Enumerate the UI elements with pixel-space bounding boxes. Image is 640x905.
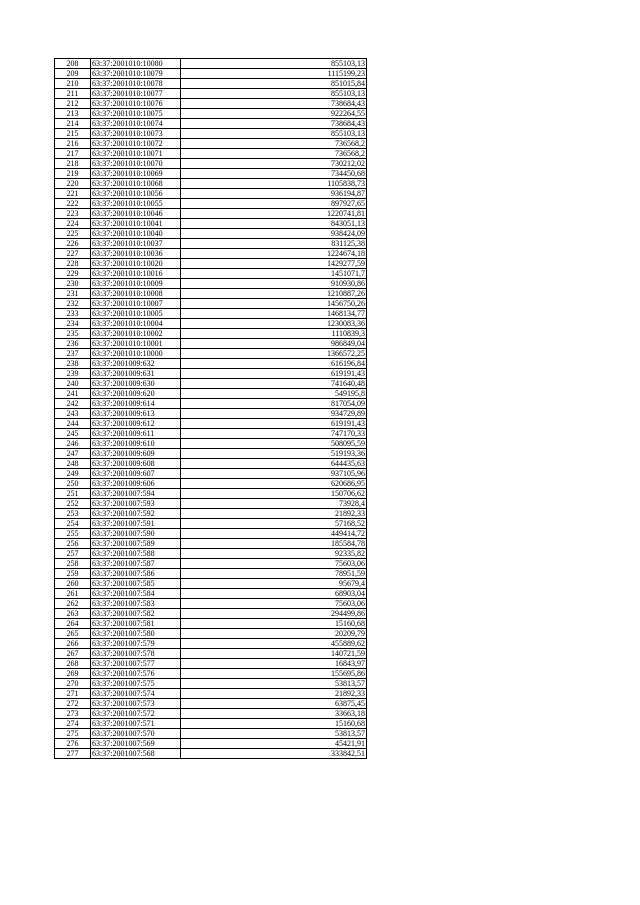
row-number-cell: 221 xyxy=(55,189,91,199)
table-row xyxy=(55,459,367,469)
cadastral-value-cell: 855103,13 xyxy=(181,89,367,99)
table-row xyxy=(55,549,367,559)
cadastral-value-cell: 736568,2 xyxy=(181,149,367,159)
cadastral-number-cell: 63:37:2001010:10072 xyxy=(91,139,181,149)
cadastral-value-cell: 92335,82 xyxy=(181,549,367,559)
cadastral-number-cell: 63:37:2001009:613 xyxy=(91,409,181,419)
table-row xyxy=(55,709,367,719)
table-row xyxy=(55,639,367,649)
row-number-cell: 270 xyxy=(55,679,91,689)
row-number-cell: 240 xyxy=(55,379,91,389)
row-number-cell: 251 xyxy=(55,489,91,499)
cadastral-value-cell: 294499,86 xyxy=(181,609,367,619)
table-row xyxy=(55,399,367,409)
cadastral-number-cell: 63:37:2001007:573 xyxy=(91,699,181,709)
row-number-cell: 209 xyxy=(55,69,91,79)
cadastral-number-cell: 63:37:2001007:579 xyxy=(91,639,181,649)
cadastral-number-cell: 63:37:2001009:608 xyxy=(91,459,181,469)
cadastral-number-cell: 63:37:2001010:10008 xyxy=(91,289,181,299)
row-number-cell: 219 xyxy=(55,169,91,179)
cadastral-value-cell: 1105838,73 xyxy=(181,179,367,189)
cadastral-value-cell: 15160,68 xyxy=(181,619,367,629)
table-row xyxy=(55,149,367,159)
table-row xyxy=(55,629,367,639)
cadastral-value-cell: 519193,36 xyxy=(181,449,367,459)
cadastral-number-cell: 63:37:2001009:614 xyxy=(91,399,181,409)
table-row xyxy=(55,749,367,759)
table-row xyxy=(55,479,367,489)
cadastral-number-cell: 63:37:2001009:632 xyxy=(91,359,181,369)
cadastral-number-cell: 63:37:2001007:568 xyxy=(91,749,181,759)
row-number-cell: 226 xyxy=(55,239,91,249)
cadastral-value-cell: 150706,62 xyxy=(181,489,367,499)
cadastral-number-cell: 63:37:2001007:580 xyxy=(91,629,181,639)
table-row xyxy=(55,589,367,599)
row-number-cell: 269 xyxy=(55,669,91,679)
cadastral-number-cell: 63:37:2001010:10036 xyxy=(91,249,181,259)
cadastral-number-cell: 63:37:2001010:10007 xyxy=(91,299,181,309)
cadastral-value-cell: 843051,13 xyxy=(181,219,367,229)
cadastral-number-cell: 63:37:2001010:10056 xyxy=(91,189,181,199)
cadastral-number-cell: 63:37:2001009:609 xyxy=(91,449,181,459)
cadastral-value-cell: 16843,97 xyxy=(181,659,367,669)
table-row xyxy=(55,139,367,149)
cadastral-number-cell: 63:37:2001009:630 xyxy=(91,379,181,389)
cadastral-value-cell: 75603,06 xyxy=(181,599,367,609)
table-row xyxy=(55,109,367,119)
row-number-cell: 242 xyxy=(55,399,91,409)
cadastral-number-cell: 63:37:2001007:576 xyxy=(91,669,181,679)
table-row xyxy=(55,129,367,139)
cadastral-value-cell: 508095,59 xyxy=(181,439,367,449)
table-row xyxy=(55,259,367,269)
row-number-cell: 215 xyxy=(55,129,91,139)
cadastral-value-cell: 730212,02 xyxy=(181,159,367,169)
row-number-cell: 208 xyxy=(55,59,91,69)
table-row xyxy=(55,269,367,279)
cadastral-number-cell: 63:37:2001010:10074 xyxy=(91,119,181,129)
table-row xyxy=(55,99,367,109)
cadastral-value-cell: 21892,33 xyxy=(181,689,367,699)
row-number-cell: 218 xyxy=(55,159,91,169)
row-number-cell: 264 xyxy=(55,619,91,629)
row-number-cell: 241 xyxy=(55,389,91,399)
cadastral-number-cell: 63:37:2001007:571 xyxy=(91,719,181,729)
cadastral-value-cell: 817054,09 xyxy=(181,399,367,409)
table-row xyxy=(55,289,367,299)
cadastral-number-cell: 63:37:2001010:10070 xyxy=(91,159,181,169)
table-row xyxy=(55,529,367,539)
table-row xyxy=(55,389,367,399)
cadastral-value-cell: 851015,84 xyxy=(181,79,367,89)
table-row xyxy=(55,369,367,379)
cadastral-value-cell: 57168,52 xyxy=(181,519,367,529)
cadastral-value-cell: 1468134,77 xyxy=(181,309,367,319)
table-row xyxy=(55,279,367,289)
table-row xyxy=(55,249,367,259)
cadastral-number-cell: 63:37:2001007:592 xyxy=(91,509,181,519)
cadastral-value-cell: 75603,06 xyxy=(181,559,367,569)
cadastral-value-cell: 78951,59 xyxy=(181,569,367,579)
row-number-cell: 259 xyxy=(55,569,91,579)
cadastral-number-cell: 63:37:2001009:611 xyxy=(91,429,181,439)
row-number-cell: 263 xyxy=(55,609,91,619)
row-number-cell: 244 xyxy=(55,419,91,429)
cadastral-value-cell: 831125,38 xyxy=(181,239,367,249)
cadastral-number-cell: 63:37:2001007:593 xyxy=(91,499,181,509)
table-row xyxy=(55,349,367,359)
row-number-cell: 211 xyxy=(55,89,91,99)
cadastral-value-cell: 1230083,36 xyxy=(181,319,367,329)
table-row xyxy=(55,609,367,619)
row-number-cell: 267 xyxy=(55,649,91,659)
cadastral-number-cell: 63:37:2001010:10004 xyxy=(91,319,181,329)
row-number-cell: 237 xyxy=(55,349,91,359)
row-number-cell: 216 xyxy=(55,139,91,149)
cadastral-number-cell: 63:37:2001010:10037 xyxy=(91,239,181,249)
table-row xyxy=(55,209,367,219)
cadastral-value-cell: 620686,95 xyxy=(181,479,367,489)
table-body xyxy=(55,59,367,759)
row-number-cell: 254 xyxy=(55,519,91,529)
cadastral-number-cell: 63:37:2001010:10080 xyxy=(91,59,181,69)
table-row xyxy=(55,229,367,239)
cadastral-value-cell: 455889,62 xyxy=(181,639,367,649)
row-number-cell: 227 xyxy=(55,249,91,259)
cadastral-value-cell: 53813,57 xyxy=(181,729,367,739)
cadastral-value-cell: 741640,48 xyxy=(181,379,367,389)
cadastral-value-cell: 938424,09 xyxy=(181,229,367,239)
table-row xyxy=(55,539,367,549)
row-number-cell: 213 xyxy=(55,109,91,119)
row-number-cell: 246 xyxy=(55,439,91,449)
table-row xyxy=(55,659,367,669)
row-number-cell: 220 xyxy=(55,179,91,189)
cadastral-number-cell: 63:37:2001010:10009 xyxy=(91,279,181,289)
cadastral-number-cell: 63:37:2001007:594 xyxy=(91,489,181,499)
cadastral-value-cell: 155695,86 xyxy=(181,669,367,679)
cadastral-number-cell: 63:37:2001007:578 xyxy=(91,649,181,659)
cadastral-value-cell: 1429277,59 xyxy=(181,259,367,269)
row-number-cell: 253 xyxy=(55,509,91,519)
table-row xyxy=(55,719,367,729)
row-number-cell: 217 xyxy=(55,149,91,159)
table-row xyxy=(55,509,367,519)
row-number-cell: 231 xyxy=(55,289,91,299)
row-number-cell: 228 xyxy=(55,259,91,269)
cadastral-number-cell: 63:37:2001010:10005 xyxy=(91,309,181,319)
cadastral-value-cell: 333842,51 xyxy=(181,749,367,759)
row-number-cell: 268 xyxy=(55,659,91,669)
table-row xyxy=(55,569,367,579)
cadastral-value-cell: 922264,55 xyxy=(181,109,367,119)
cadastral-value-cell: 549195,8 xyxy=(181,389,367,399)
row-number-cell: 276 xyxy=(55,739,91,749)
table-row xyxy=(55,689,367,699)
row-number-cell: 252 xyxy=(55,499,91,509)
cadastral-number-cell: 63:37:2001010:10000 xyxy=(91,349,181,359)
table-row xyxy=(55,729,367,739)
cadastral-value-cell: 619191,43 xyxy=(181,369,367,379)
table-row xyxy=(55,579,367,589)
cadastral-value-cell: 738684,43 xyxy=(181,99,367,109)
cadastral-number-cell: 63:37:2001009:631 xyxy=(91,369,181,379)
cadastral-number-cell: 63:37:2001009:620 xyxy=(91,389,181,399)
table-row xyxy=(55,339,367,349)
cadastral-value-cell: 68903,04 xyxy=(181,589,367,599)
cadastral-number-cell: 63:37:2001010:10075 xyxy=(91,109,181,119)
cadastral-number-cell: 63:37:2001010:10073 xyxy=(91,129,181,139)
cadastral-value-cell: 616196,84 xyxy=(181,359,367,369)
table-row xyxy=(55,169,367,179)
table-row xyxy=(55,69,367,79)
cadastral-value-cell: 33663,18 xyxy=(181,709,367,719)
row-number-cell: 210 xyxy=(55,79,91,89)
table-row xyxy=(55,619,367,629)
cadastral-number-cell: 63:37:2001007:581 xyxy=(91,619,181,629)
cadastral-number-cell: 63:37:2001010:10069 xyxy=(91,169,181,179)
row-number-cell: 243 xyxy=(55,409,91,419)
cadastral-value-cell: 20209,79 xyxy=(181,629,367,639)
cadastral-number-cell: 63:37:2001010:10040 xyxy=(91,229,181,239)
table-row xyxy=(55,679,367,689)
table-row xyxy=(55,449,367,459)
cadastral-value-cell: 63875,45 xyxy=(181,699,367,709)
cadastral-value-cell: 1224674,18 xyxy=(181,249,367,259)
row-number-cell: 257 xyxy=(55,549,91,559)
cadastral-value-cell: 855103,13 xyxy=(181,59,367,69)
row-number-cell: 222 xyxy=(55,199,91,209)
cadastral-value-cell: 910930,86 xyxy=(181,279,367,289)
row-number-cell: 245 xyxy=(55,429,91,439)
table-row xyxy=(55,159,367,169)
cadastral-number-cell: 63:37:2001010:10076 xyxy=(91,99,181,109)
table-row xyxy=(55,79,367,89)
table-row xyxy=(55,379,367,389)
table-row xyxy=(55,519,367,529)
table-row xyxy=(55,359,367,369)
row-number-cell: 266 xyxy=(55,639,91,649)
table-row xyxy=(55,699,367,709)
row-number-cell: 248 xyxy=(55,459,91,469)
table-row xyxy=(55,329,367,339)
cadastral-number-cell: 63:37:2001010:10002 xyxy=(91,329,181,339)
cadastral-number-cell: 63:37:2001010:10077 xyxy=(91,89,181,99)
row-number-cell: 261 xyxy=(55,589,91,599)
cadastral-value-cell: 934729,89 xyxy=(181,409,367,419)
cadastral-number-cell: 63:37:2001009:607 xyxy=(91,469,181,479)
cadastral-value-cell: 738684,43 xyxy=(181,119,367,129)
row-number-cell: 233 xyxy=(55,309,91,319)
cadastral-number-cell: 63:37:2001007:577 xyxy=(91,659,181,669)
cadastral-value-table xyxy=(54,58,367,759)
row-number-cell: 265 xyxy=(55,629,91,639)
cadastral-value-cell: 1115199,23 xyxy=(181,69,367,79)
cadastral-value-cell: 986849,04 xyxy=(181,339,367,349)
cadastral-value-cell: 619191,43 xyxy=(181,419,367,429)
table-row xyxy=(55,409,367,419)
row-number-cell: 223 xyxy=(55,209,91,219)
cadastral-value-cell: 644435,63 xyxy=(181,459,367,469)
cadastral-number-cell: 63:37:2001010:10041 xyxy=(91,219,181,229)
row-number-cell: 262 xyxy=(55,599,91,609)
cadastral-number-cell: 63:37:2001010:10020 xyxy=(91,259,181,269)
cadastral-number-cell: 63:37:2001007:570 xyxy=(91,729,181,739)
table-row xyxy=(55,219,367,229)
cadastral-value-cell: 736568,2 xyxy=(181,139,367,149)
cadastral-value-cell: 897927,65 xyxy=(181,199,367,209)
cadastral-value-cell: 140721,59 xyxy=(181,649,367,659)
row-number-cell: 230 xyxy=(55,279,91,289)
row-number-cell: 212 xyxy=(55,99,91,109)
cadastral-value-cell: 1366572,25 xyxy=(181,349,367,359)
row-number-cell: 235 xyxy=(55,329,91,339)
cadastral-value-cell: 937105,96 xyxy=(181,469,367,479)
table-row xyxy=(55,559,367,569)
table-row xyxy=(55,319,367,329)
row-number-cell: 229 xyxy=(55,269,91,279)
row-number-cell: 238 xyxy=(55,359,91,369)
cadastral-value-cell: 21892,33 xyxy=(181,509,367,519)
table-row xyxy=(55,119,367,129)
cadastral-value-cell: 855103,13 xyxy=(181,129,367,139)
cadastral-number-cell: 63:37:2001007:572 xyxy=(91,709,181,719)
cadastral-number-cell: 63:37:2001007:587 xyxy=(91,559,181,569)
table-row xyxy=(55,299,367,309)
table-row xyxy=(55,499,367,509)
cadastral-value-cell: 1220741,81 xyxy=(181,209,367,219)
table-row xyxy=(55,429,367,439)
cadastral-number-cell: 63:37:2001010:10078 xyxy=(91,79,181,89)
cadastral-value-cell: 1451071,7 xyxy=(181,269,367,279)
cadastral-number-cell: 63:37:2001007:591 xyxy=(91,519,181,529)
cadastral-number-cell: 63:37:2001007:590 xyxy=(91,529,181,539)
cadastral-number-cell: 63:37:2001007:584 xyxy=(91,589,181,599)
row-number-cell: 271 xyxy=(55,689,91,699)
cadastral-value-cell: 53813,57 xyxy=(181,679,367,689)
row-number-cell: 274 xyxy=(55,719,91,729)
cadastral-number-cell: 63:37:2001007:585 xyxy=(91,579,181,589)
cadastral-value-cell: 1110839,3 xyxy=(181,329,367,339)
cadastral-number-cell: 63:37:2001010:10016 xyxy=(91,269,181,279)
row-number-cell: 239 xyxy=(55,369,91,379)
cadastral-value-cell: 936194,87 xyxy=(181,189,367,199)
table-row xyxy=(55,89,367,99)
cadastral-value-cell: 734450,68 xyxy=(181,169,367,179)
table-row xyxy=(55,59,367,69)
cadastral-number-cell: 63:37:2001010:10071 xyxy=(91,149,181,159)
table-row xyxy=(55,419,367,429)
row-number-cell: 275 xyxy=(55,729,91,739)
row-number-cell: 277 xyxy=(55,749,91,759)
table-row xyxy=(55,309,367,319)
cadastral-value-cell: 45421,91 xyxy=(181,739,367,749)
row-number-cell: 258 xyxy=(55,559,91,569)
table-row xyxy=(55,199,367,209)
row-number-cell: 247 xyxy=(55,449,91,459)
cadastral-value-cell: 1456750,26 xyxy=(181,299,367,309)
cadastral-number-cell: 63:37:2001007:582 xyxy=(91,609,181,619)
cadastral-number-cell: 63:37:2001007:583 xyxy=(91,599,181,609)
cadastral-number-cell: 63:37:2001007:575 xyxy=(91,679,181,689)
row-number-cell: 255 xyxy=(55,529,91,539)
table-row xyxy=(55,179,367,189)
row-number-cell: 250 xyxy=(55,479,91,489)
table-row xyxy=(55,489,367,499)
cadastral-number-cell: 63:37:2001010:10068 xyxy=(91,179,181,189)
row-number-cell: 260 xyxy=(55,579,91,589)
table-row xyxy=(55,439,367,449)
table-row xyxy=(55,649,367,659)
cadastral-value-cell: 15160,68 xyxy=(181,719,367,729)
cadastral-value-cell: 747170,33 xyxy=(181,429,367,439)
row-number-cell: 234 xyxy=(55,319,91,329)
cadastral-value-cell: 95679,4 xyxy=(181,579,367,589)
cadastral-value-cell: 1210887,26 xyxy=(181,289,367,299)
cadastral-number-cell: 63:37:2001010:10001 xyxy=(91,339,181,349)
cadastral-value-cell: 185584,78 xyxy=(181,539,367,549)
row-number-cell: 273 xyxy=(55,709,91,719)
table-row xyxy=(55,669,367,679)
table-row xyxy=(55,739,367,749)
cadastral-number-cell: 63:37:2001009:606 xyxy=(91,479,181,489)
row-number-cell: 272 xyxy=(55,699,91,709)
cadastral-number-cell: 63:37:2001007:569 xyxy=(91,739,181,749)
cadastral-number-cell: 63:37:2001010:10079 xyxy=(91,69,181,79)
row-number-cell: 256 xyxy=(55,539,91,549)
table-row xyxy=(55,469,367,479)
cadastral-number-cell: 63:37:2001009:610 xyxy=(91,439,181,449)
cadastral-number-cell: 63:37:2001009:612 xyxy=(91,419,181,429)
table-row xyxy=(55,189,367,199)
table-row xyxy=(55,599,367,609)
table-row xyxy=(55,239,367,249)
cadastral-number-cell: 63:37:2001007:586 xyxy=(91,569,181,579)
row-number-cell: 225 xyxy=(55,229,91,239)
cadastral-number-cell: 63:37:2001007:588 xyxy=(91,549,181,559)
row-number-cell: 232 xyxy=(55,299,91,309)
row-number-cell: 214 xyxy=(55,119,91,129)
cadastral-value-cell: 449414,72 xyxy=(181,529,367,539)
cadastral-number-cell: 63:37:2001010:10046 xyxy=(91,209,181,219)
cadastral-number-cell: 63:37:2001007:574 xyxy=(91,689,181,699)
row-number-cell: 224 xyxy=(55,219,91,229)
row-number-cell: 236 xyxy=(55,339,91,349)
row-number-cell: 249 xyxy=(55,469,91,479)
cadastral-number-cell: 63:37:2001010:10055 xyxy=(91,199,181,209)
cadastral-number-cell: 63:37:2001007:589 xyxy=(91,539,181,549)
cadastral-value-cell: 73928,4 xyxy=(181,499,367,509)
